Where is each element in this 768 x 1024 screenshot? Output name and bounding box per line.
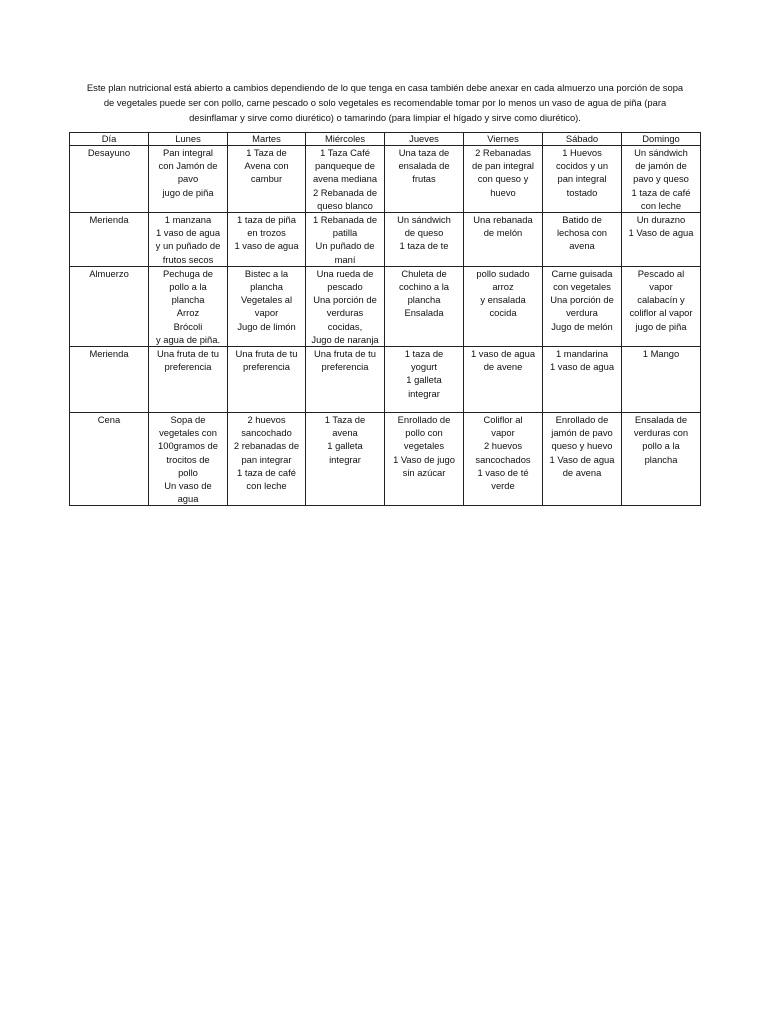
header-sabado: Sábado bbox=[543, 133, 622, 146]
table-row bbox=[70, 347, 701, 413]
table-cell: 1 Taza Café panqueque de avena mediana 2 Rebanada de queso blanco bbox=[306, 146, 385, 213]
row-label: Cena bbox=[70, 413, 149, 506]
table-cell: 1 taza de piña en trozos 1 vaso de agua bbox=[228, 213, 306, 267]
header-miercoles: Miércoles bbox=[306, 133, 385, 146]
table-cell: Carne guisada con vegetales Una porción de verdura Jugo de melón bbox=[543, 266, 622, 346]
table-cell: 1 Taza de avena 1 galleta integrar bbox=[306, 413, 385, 506]
table-cell: 1 manzana 1 vaso de agua y un puñado de frutos secos bbox=[149, 213, 228, 267]
table-cell: Chuleta de cochino a la plancha Ensalada bbox=[385, 266, 464, 346]
table-cell: 1 Mango bbox=[622, 347, 701, 413]
intro-paragraph: Este plan nutricional está abierto a cambios dependiendo de lo que tenga en casa también debe anexar en cada almuerzo una porción de sopa de vegetales puede ser con pollo, carne pescado o solo vegetales es recomendable tomar por lo menos un vaso de agua de piña (para desinflamar y sirve como diurético) o tamarindo (para limpiar el hígado y sirve como diurético). bbox=[86, 82, 684, 123]
table-cell: 1 Taza de Avena con cambur bbox=[228, 146, 306, 213]
table-cell: 1 vaso de agua de avene bbox=[464, 347, 543, 413]
table-cell: Una fruta de tu preferencia bbox=[306, 347, 385, 413]
header-domingo: Domingo bbox=[622, 133, 701, 146]
table-cell: Una fruta de tu preferencia bbox=[149, 347, 228, 413]
table-cell: Pescado al vapor calabacín y coliflor al vapor jugo de piña bbox=[622, 266, 701, 346]
table-cell: Una taza de ensalada de frutas bbox=[385, 146, 464, 213]
table-cell: Pechuga de pollo a la plancha Arroz Brócoli y agua de piña. bbox=[149, 266, 228, 346]
table-cell: 1 taza de yogurt 1 galleta integrar bbox=[385, 347, 464, 413]
meal-plan-table bbox=[69, 132, 701, 506]
table-cell: Pan integral con Jamón de pavo jugo de piña bbox=[149, 146, 228, 213]
table-cell: Una rueda de pescado Una porción de verduras cocidas, Jugo de naranja bbox=[306, 266, 385, 346]
header-martes: Martes bbox=[228, 133, 306, 146]
header-row bbox=[70, 133, 701, 146]
table-cell: 1 mandarina 1 vaso de agua bbox=[543, 347, 622, 413]
table-cell: Coliflor al vapor 2 huevos sancochados 1 vaso de té verde bbox=[464, 413, 543, 506]
table-cell: Batido de lechosa con avena bbox=[543, 213, 622, 267]
table-cell: 1 Rebanada de patilla Un puñado de maní bbox=[306, 213, 385, 267]
table-cell: Un durazno 1 Vaso de agua bbox=[622, 213, 701, 267]
table-cell: Ensalada de verduras con pollo a la plancha bbox=[622, 413, 701, 506]
table-cell: Un sándwich de queso 1 taza de te bbox=[385, 213, 464, 267]
table-cell: pollo sudado arroz y ensalada cocida bbox=[464, 266, 543, 346]
table-row bbox=[70, 213, 701, 267]
table-row bbox=[70, 266, 701, 346]
row-label: Merienda bbox=[70, 347, 149, 413]
table-cell: Sopa de vegetales con 100gramos de trocitos de pollo Un vaso de agua bbox=[149, 413, 228, 506]
table-cell: Una rebanada de melón bbox=[464, 213, 543, 267]
table-cell: 1 Huevos cocidos y un pan integral tostado bbox=[543, 146, 622, 213]
table-row bbox=[70, 413, 701, 506]
row-label: Desayuno bbox=[70, 146, 149, 213]
header-viernes: Viernes bbox=[464, 133, 543, 146]
table-cell: Un sándwich de jamón de pavo y queso 1 taza de café con leche bbox=[622, 146, 701, 213]
table-row bbox=[70, 146, 701, 213]
header-jueves: Jueves bbox=[385, 133, 464, 146]
table-cell: 2 huevos sancochado 2 rebanadas de pan integrar 1 taza de café con leche bbox=[228, 413, 306, 506]
header-dia: Día bbox=[70, 133, 149, 146]
table-cell: 2 Rebanadas de pan integral con queso y huevo bbox=[464, 146, 543, 213]
table-cell: Enrollado de jamón de pavo queso y huevo 1 Vaso de agua de avena bbox=[543, 413, 622, 506]
table-cell: Bistec a la plancha Vegetales al vapor Jugo de limón bbox=[228, 266, 306, 346]
row-label: Almuerzo bbox=[70, 266, 149, 346]
row-label: Merienda bbox=[70, 213, 149, 267]
header-lunes: Lunes bbox=[149, 133, 228, 146]
table-cell: Enrollado de pollo con vegetales 1 Vaso de jugo sin azúcar bbox=[385, 413, 464, 506]
table-cell: Una fruta de tu preferencia bbox=[228, 347, 306, 413]
